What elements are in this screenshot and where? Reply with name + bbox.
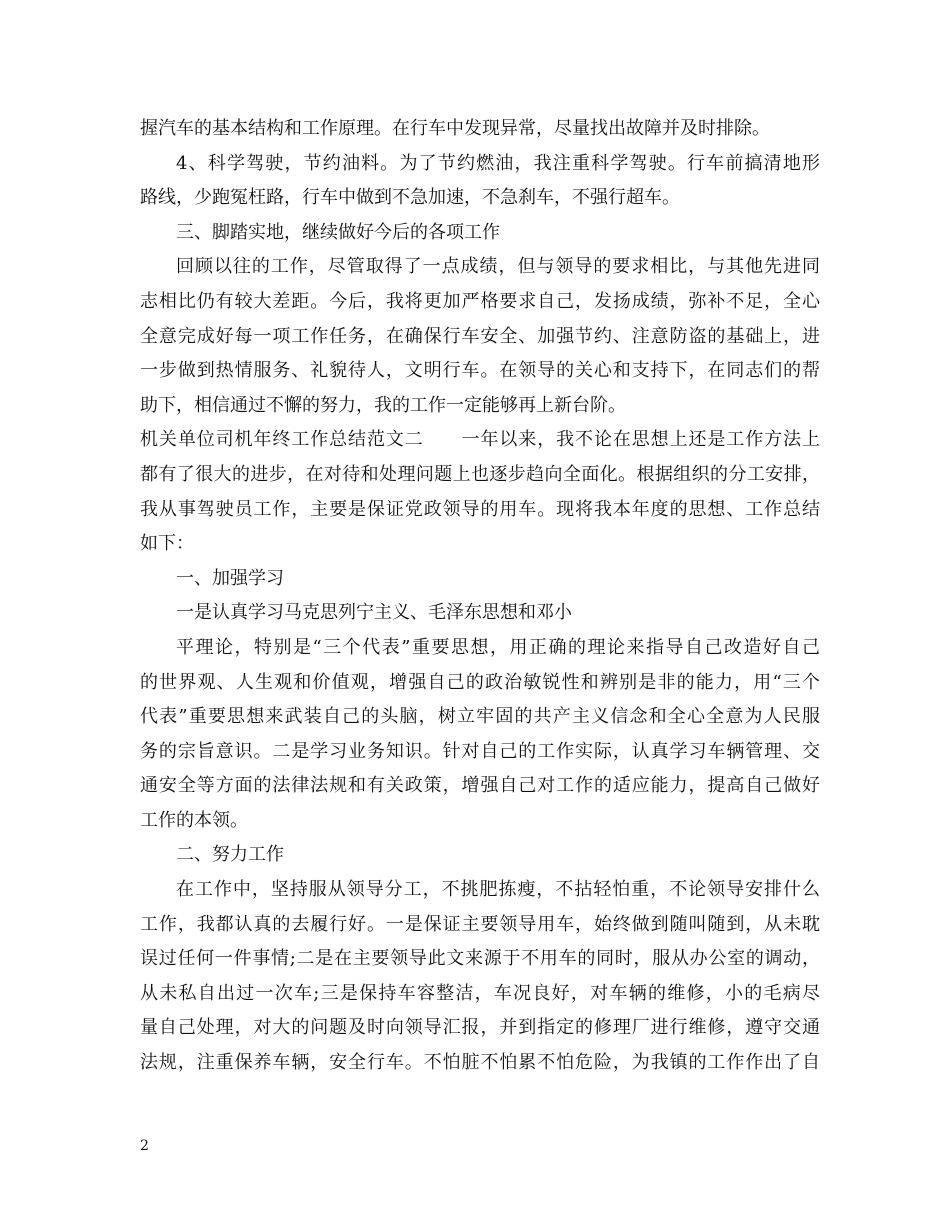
text-line: 如下： [140, 533, 194, 555]
text-line: 的世界观、人生观和价值观，增强自己的政治敏锐性和辨别是非的能力，用“三个 [140, 671, 820, 693]
text-line: 路线，少跑冤枉路，行车中做到不急加速，不急刹车，不强行超车。 [140, 187, 680, 209]
text-line: 工作，我都认真的去履行好。一是保证主要领导用车，始终做到随叫随到，从未耽 [140, 913, 820, 935]
text-line: 在工作中，坚持服从领导分工，不挑肥拣瘦，不拈轻怕重，不论领导安排什么 [176, 879, 820, 901]
text-line: 一是认真学习马克思列宁主义、毛泽东思想和邓小 [176, 602, 572, 624]
text-line: 工作的本领。 [140, 809, 248, 831]
text-line: 平理论，特别是“三个代表”重要思想，用正确的理论来指导自己改造好自己 [176, 636, 820, 658]
text-line: 全意完成好每一项工作任务，在确保行车安全、加强节约、注意防盗的基础上，进 [140, 325, 820, 347]
text-line: 4、科学驾驶，节约油料。为了节约燃油，我注重科学驾驶。行车前搞清地形 [176, 152, 820, 174]
text-line: 我从事驾驶员工作，主要是保证党政领导的用车。现将我本年度的思想、工作总结 [140, 498, 820, 520]
text-line: 一步做到热情服务、礼貌待人，文明行车。在领导的关心和支持下，在同志们的帮 [140, 360, 820, 382]
text-line: 三、脚踏实地，继续做好今后的各项工作 [176, 221, 500, 243]
text-line: 回顾以往的工作，尽管取得了一点成绩，但与领导的要求相比，与其他先进同 [176, 256, 820, 278]
text-line: 法规，注重保养车辆，安全行车。不怕脏不怕累不怕危险，为我镇的工作作出了自 [140, 1052, 820, 1074]
text-line: 一、加强学习 [176, 567, 284, 589]
page-number: 2 [140, 1138, 149, 1154]
text-line: 代表”重要思想来武装自己的头脑，树立牢固的共产主义信念和全心全意为人民服 [140, 706, 820, 728]
text-line: 误过任何一件事情;二是在主要领导此文来源于不用车的同时，服从办公室的调动， [140, 948, 820, 970]
text-line: 握汽车的基本结构和工作原理。在行车中发现异常，尽量找出故障并及时排除。 [140, 118, 770, 139]
text-line: 机关单位司机年终工作总结范文二 一年以来，我不论在思想上还是工作方法上 [140, 429, 820, 451]
body-text [140, 112, 820, 1081]
text-line: 量自己处理，对大的问题及时向领导汇报，并到指定的修理厂进行维修，遵守交通 [140, 1017, 820, 1039]
text-line: 务的宗旨意识。二是学习业务知识。针对自己的工作实际，认真学习车辆管理、交 [140, 740, 820, 762]
text-line: 二、努力工作 [176, 844, 284, 866]
text-line: 志相比仍有较大差距。今后，我将更加严格要求自己，发扬成绩，弥补不足，全心 [140, 290, 820, 312]
text-line: 通安全等方面的法律法规和有关政策，增强自己对工作的适应能力，提高自己做好 [140, 775, 820, 797]
text-line: 都有了很大的进步，在对待和处理问题上也逐步趋向全面化。根据组织的分工安排， [140, 463, 820, 485]
text-line: 从未私自出过一次车;三是保持车容整洁，车况良好，对车辆的维修，小的毛病尽 [140, 982, 820, 1004]
text-line: 助下，相信通过不懈的努力，我的工作一定能够再上新台阶。 [140, 394, 626, 416]
